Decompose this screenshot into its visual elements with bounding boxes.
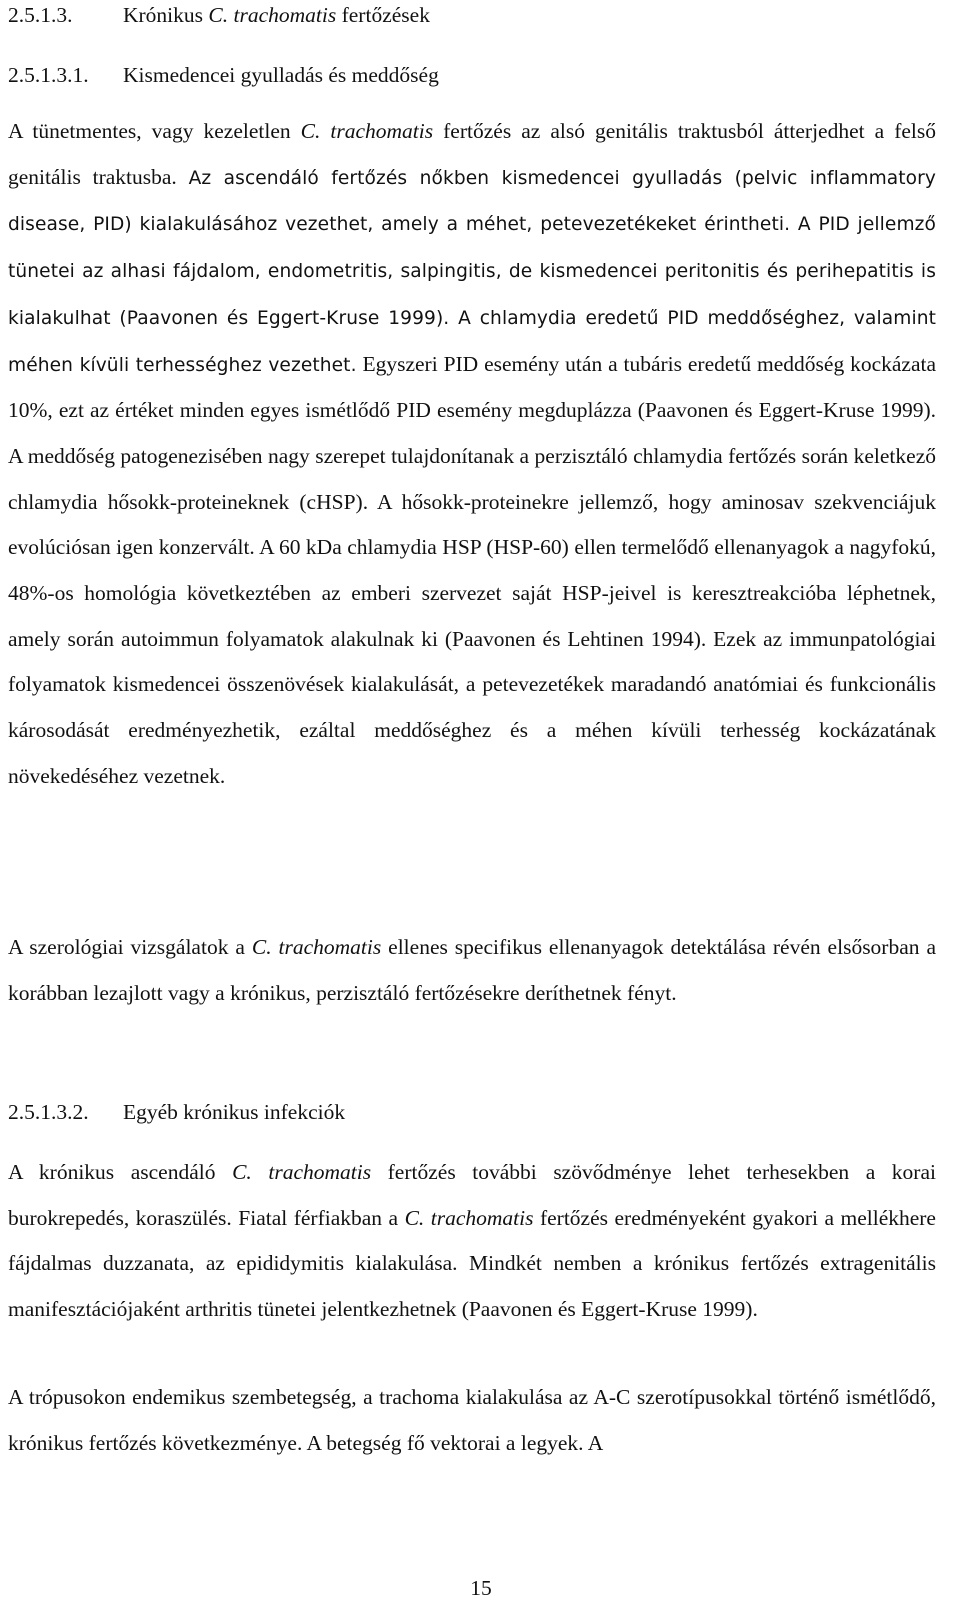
paragraph-1-text-b: fertőzés az alsó genitális traktusból átterjedhet a felső genitális traktusba. xyxy=(8,119,936,189)
paragraph-3 xyxy=(8,1150,936,1333)
paragraph-3-italic-1: C. trachomatis xyxy=(232,1160,372,1184)
subsection-1-title: Kismedencei gyulladás és meddőség xyxy=(123,63,439,87)
paragraph-2-text-a: A szerológiai vizsgálatok a xyxy=(8,935,252,959)
subsection-2-title: Egyéb krónikus infekciók xyxy=(123,1100,346,1124)
paragraph-4 xyxy=(8,1375,936,1466)
page-number: 15 xyxy=(470,1576,492,1600)
section-title-suffix: fertőzések xyxy=(336,3,430,27)
subsection-1-number: 2.5.1.3.1. xyxy=(8,63,89,87)
paragraph-3-italic-2: C. trachomatis xyxy=(404,1205,534,1230)
paragraph-2 xyxy=(8,925,936,1016)
subsection-heading-1 xyxy=(8,61,439,89)
subsection-heading-2 xyxy=(8,1098,345,1126)
paragraph-1-sans-segment: Az ascendáló fertőzés nőkben kismedencei gyulladás (pelvic inflammatory disease, PID) kialakulásához vezethet, amely a méhet, petevezetékeket érintheti. A PID jellemző tünetei az alhasi fájdalom, endometritis, salpingitis, de kismedencei peritonitis és perihepatitis is kialakulhat (Paavonen és Eggert-Kruse 1999). A chlamydia eredetű PID meddőséghez, valamint méhen kívüli terhességhez vezethet. xyxy=(8,167,936,376)
paragraph-1-text-c: Egyszeri PID esemény után a tubáris eredetű meddőség kockázata 10%, ezt az értéket minden egyes ismétlődő PID esemény megduplázza (Paavonen és Eggert-Kruse 1999). A meddőség patogenezisében nagy szerepet tulajdonítanak a perzisztáló chlamydia fertőzés során keletkező chlamydia hősokk-proteineknek (cHSP). A hősokk-proteinekre jellemző, hogy aminosav szekvenciájuk evolúciósan igen konzervált. A 60 kDa chlamydia HSP (HSP-60) ellen termelődő ellenanyagok a nagyfokú, 48%-os homológia következtében az emberi szervezet saját HSP-jeivel is keresztreakcióba léphetnek, amely során autoimmun folyamatok alakulnak ki (Paavonen és Lehtinen 1994). Ezek az immunpatológiai folyamatok kismedencei összenövések kialakulását, a petevezetékek maradandó anatómiai és funkcionális károsodását eredményezhetik, ezáltal meddőséghez és a méhen kívüli terhesség kockázatának növekedéséhez vezetnek. xyxy=(8,351,937,788)
paragraph-3-text-a: A krónikus ascendáló xyxy=(8,1160,233,1184)
paragraph-4-text: A trópusokon endemikus szembetegség, a trachoma kialakulása az A-C szerotípusokkal történő ismétlődő, krónikus fertőzés következménye. A betegség fő vektorai a legyek. A xyxy=(8,1385,936,1455)
section-title-prefix: Krónikus xyxy=(123,3,209,27)
section-number: 2.5.1.3. xyxy=(8,3,73,27)
section-title-italic: C. trachomatis xyxy=(208,3,337,27)
section-heading xyxy=(8,1,430,29)
paragraph-2-text-b: ellenes specifikus ellenanyagok detektálása révén elsősorban a korábban lezajlott vagy a krónikus, perzisztáló fertőzésekre deríthetnek fényt. xyxy=(8,935,936,1005)
paragraph-1-text-a: A tünetmentes, vagy kezeletlen xyxy=(8,119,301,143)
paragraph-3-text-b: fertőzés további szövődménye lehet terhesekben a korai burokrepedés, koraszülés. Fiatal férfiakban a xyxy=(8,1160,936,1230)
paragraph-3-text-c: fertőzés eredményeként gyakori a mellékhere fájdalmas duzzanata, az epididymitis kialakulása. Mindkét nemben a krónikus fertőzés extragenitális manifesztációjaként arthritis tünetei jelentkezhetnek (Paavonen és Eggert-Kruse 1999). xyxy=(8,1205,936,1322)
paragraph-1 xyxy=(8,109,936,800)
subsection-2-number: 2.5.1.3.2. xyxy=(8,1100,89,1124)
paragraph-2-italic: C. trachomatis xyxy=(251,935,382,959)
paragraph-1-italic: C. trachomatis xyxy=(300,119,434,143)
